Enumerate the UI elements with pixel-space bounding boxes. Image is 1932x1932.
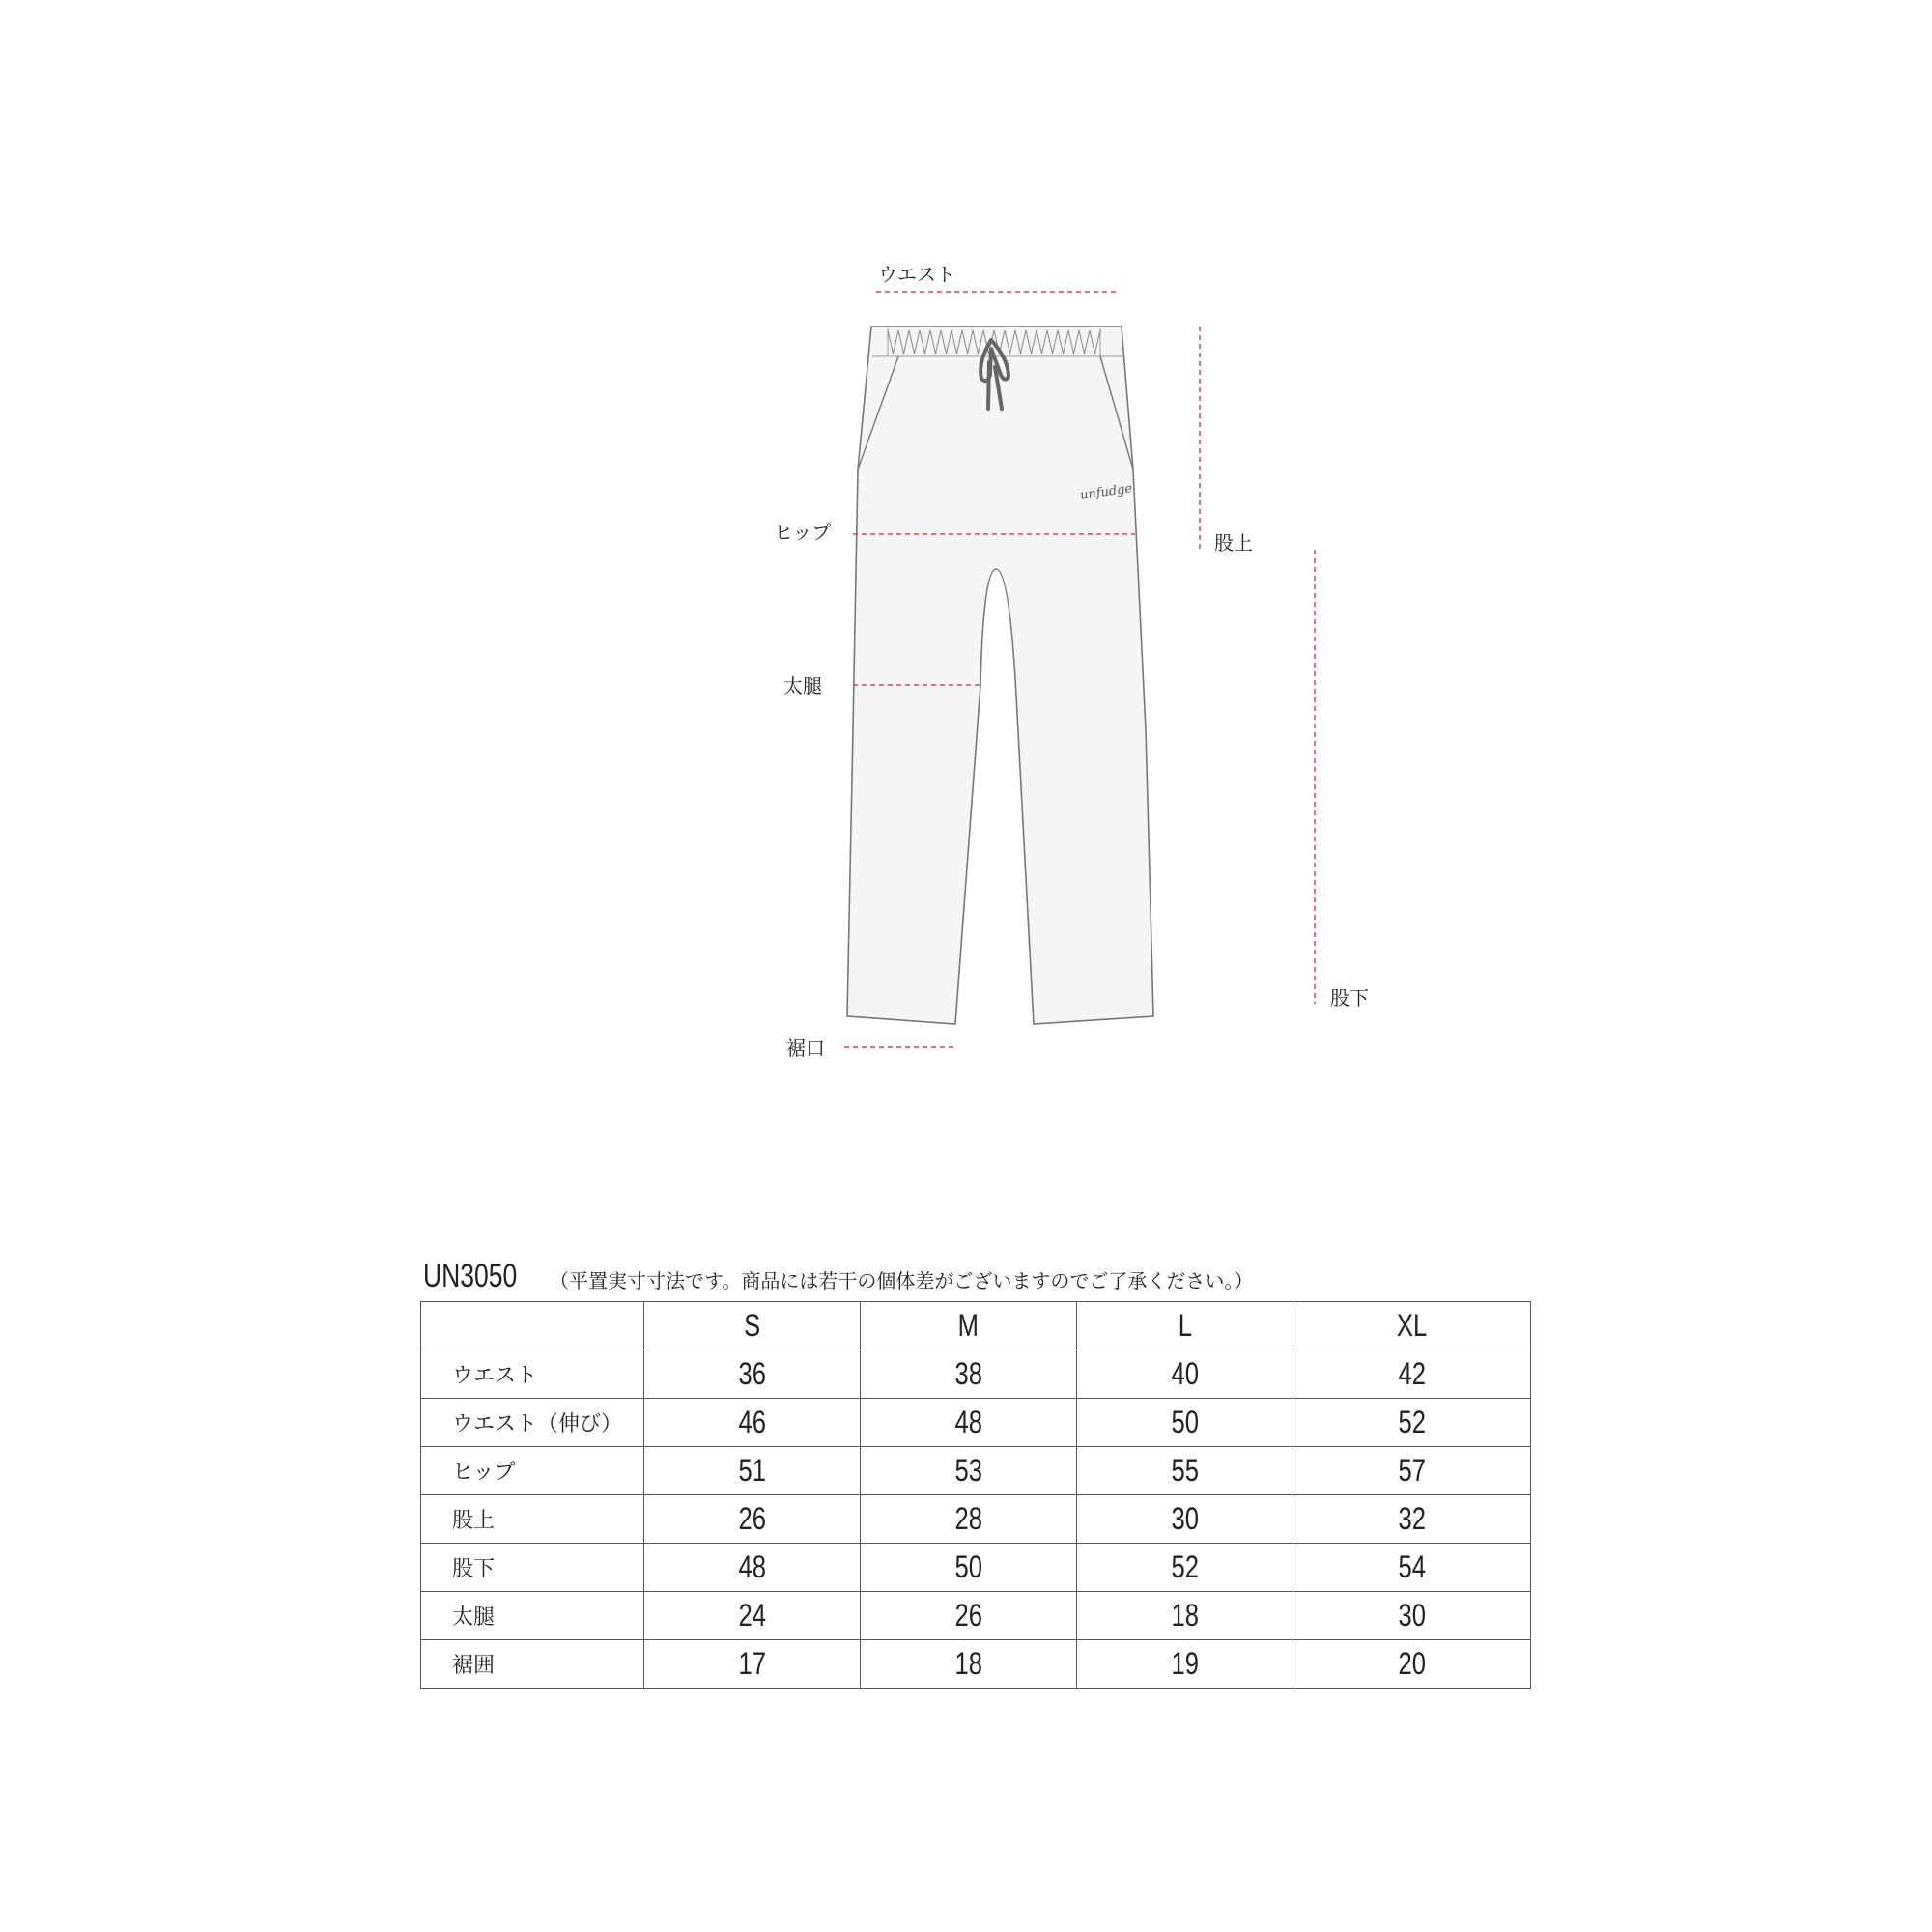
table-cell [1293, 1544, 1531, 1592]
table-cell [861, 1350, 1077, 1399]
table-row [421, 1592, 1531, 1640]
waist-label: ウエスト [878, 263, 955, 286]
table-row [421, 1447, 1531, 1495]
cell-value: 55 [1171, 1453, 1199, 1488]
cell-value: 42 [1398, 1356, 1426, 1391]
row-label: 太腿 [421, 1592, 644, 1640]
hem-label: 裾口 [786, 1037, 825, 1060]
inseam-label: 股下 [1330, 986, 1369, 1009]
cell-value: 46 [738, 1405, 766, 1439]
cell-value: 32 [1398, 1501, 1426, 1536]
table-row [421, 1399, 1531, 1447]
table-cell [644, 1592, 861, 1640]
brand-logo: unfudge [1079, 481, 1134, 503]
cell-value: 50 [954, 1549, 982, 1584]
table-row [421, 1544, 1531, 1592]
table-cell [644, 1447, 861, 1495]
row-label: ヒップ [421, 1447, 644, 1495]
cell-value: 19 [1171, 1646, 1199, 1681]
table-cell [1077, 1350, 1293, 1399]
cell-value: 28 [954, 1501, 982, 1536]
pants-outline [847, 327, 1153, 1024]
cell-value: 30 [1398, 1598, 1426, 1633]
row-label: ウエスト（伸び） [421, 1399, 644, 1447]
table-row [421, 1350, 1531, 1399]
table-cell [861, 1640, 1077, 1689]
table-cell [1077, 1447, 1293, 1495]
cell-value: 53 [954, 1453, 982, 1488]
row-label: 裾囲 [421, 1640, 644, 1689]
table-cell [1293, 1592, 1531, 1640]
cell-value: 57 [1398, 1453, 1426, 1488]
size-table [420, 1301, 1531, 1689]
row-label: 股上 [421, 1495, 644, 1544]
cell-value: 30 [1171, 1501, 1199, 1536]
table-cell [1293, 1495, 1531, 1544]
cell-value: 38 [954, 1356, 982, 1391]
header-blank [421, 1302, 644, 1350]
measurement-note: （平置実寸寸法です。商品には若干の個体差がございますのでご了承ください。） [550, 1269, 1254, 1293]
cell-value: 54 [1398, 1549, 1426, 1584]
header-size-l: L [1077, 1302, 1293, 1350]
cell-value: 18 [1171, 1598, 1199, 1633]
table-row [421, 1495, 1531, 1544]
table-cell [1077, 1399, 1293, 1447]
header-size-s: S [644, 1302, 861, 1350]
row-label: ウエスト [421, 1350, 644, 1399]
cell-value: 20 [1398, 1646, 1426, 1681]
table-cell [1077, 1592, 1293, 1640]
cell-value: 40 [1171, 1356, 1199, 1391]
thigh-label: 太腿 [783, 674, 822, 697]
cell-value: 26 [954, 1598, 982, 1633]
table-cell [1293, 1350, 1531, 1399]
cell-value: 36 [738, 1356, 766, 1391]
hip-label: ヒップ [774, 521, 832, 544]
table-cell [1077, 1495, 1293, 1544]
row-label: 股下 [421, 1544, 644, 1592]
table-cell [861, 1399, 1077, 1447]
table-cell [861, 1495, 1077, 1544]
table-cell [644, 1495, 861, 1544]
cell-value: 52 [1398, 1405, 1426, 1439]
table-cell [644, 1350, 861, 1399]
cell-value: 26 [738, 1501, 766, 1536]
cell-value: 17 [738, 1646, 766, 1681]
cell-value: 48 [954, 1405, 982, 1439]
table-row [421, 1640, 1531, 1689]
table-cell [1293, 1640, 1531, 1689]
table-cell [644, 1544, 861, 1592]
table-cell [644, 1399, 861, 1447]
table-cell [861, 1447, 1077, 1495]
table-cell [1293, 1399, 1531, 1447]
table-header-row [421, 1302, 1531, 1350]
rise-label: 股上 [1214, 531, 1253, 554]
cell-value: 24 [738, 1598, 766, 1633]
table-cell [1077, 1640, 1293, 1689]
table-cell [861, 1544, 1077, 1592]
table-cell [644, 1640, 861, 1689]
table-cell [1293, 1447, 1531, 1495]
cell-value: 50 [1171, 1405, 1199, 1439]
table-cell [1077, 1544, 1293, 1592]
product-code: UN3050 [423, 1258, 518, 1294]
table-cell [861, 1592, 1077, 1640]
cell-value: 51 [738, 1453, 766, 1488]
header-size-xl: XL [1293, 1302, 1531, 1350]
cell-value: 18 [954, 1646, 982, 1681]
cell-value: 48 [738, 1549, 766, 1584]
cell-value: 52 [1171, 1549, 1199, 1584]
header-size-m: M [861, 1302, 1077, 1350]
